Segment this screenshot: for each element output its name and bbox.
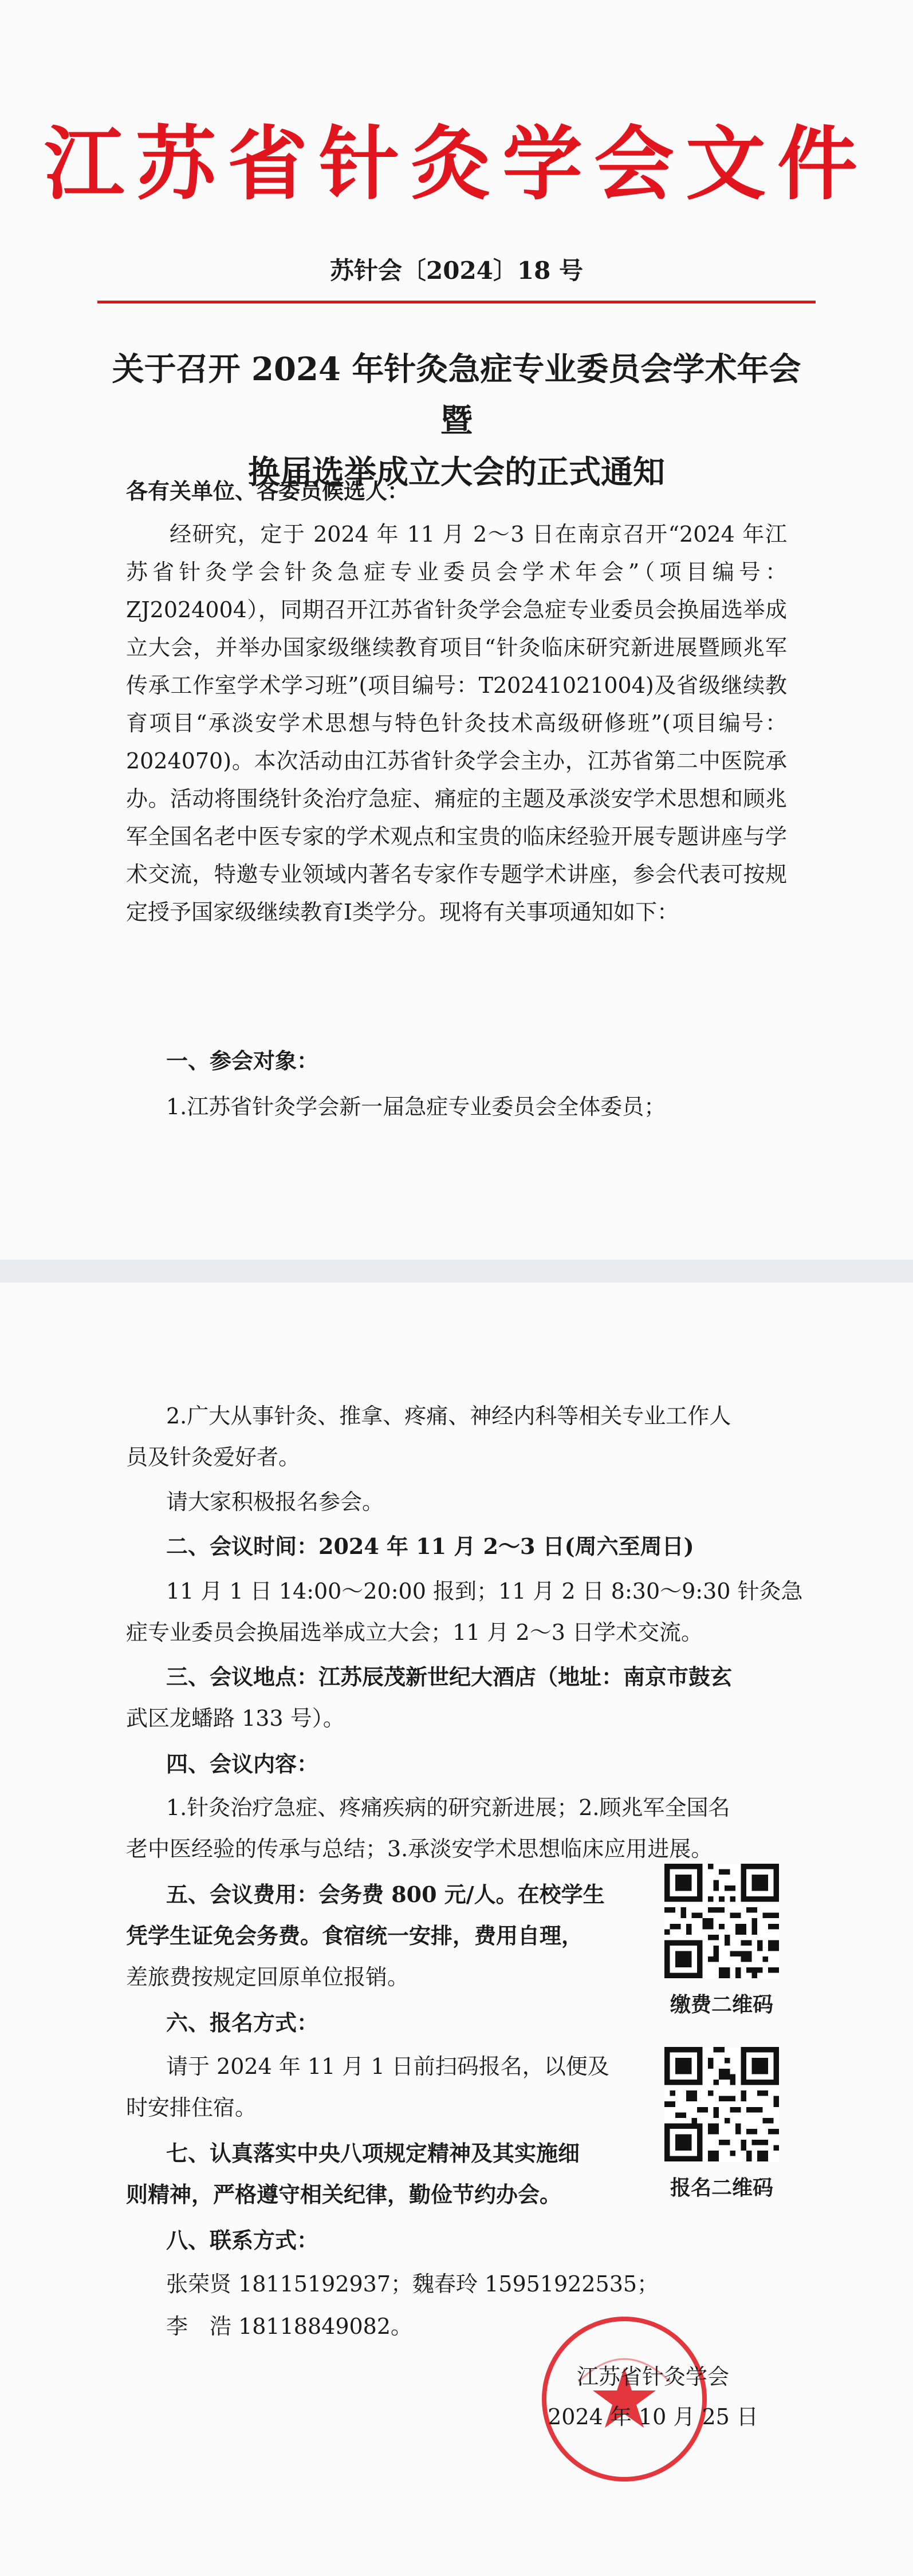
contact-line2: 李 浩 18118849082。 bbox=[166, 2314, 413, 2339]
section-4-title: 四、会议内容： bbox=[166, 1751, 319, 1777]
red-divider bbox=[97, 301, 816, 303]
section-7-line2: 则精神，严格遵守相关纪律，勤俭节约办会。 bbox=[126, 2181, 562, 2207]
signer-org: 江苏省针灸学会 bbox=[576, 2364, 729, 2389]
register-qr-label: 报名二维码 bbox=[670, 2176, 773, 2200]
contact-line1: 张荣贤 18115192937；魏春玲 15951922535； bbox=[166, 2271, 659, 2297]
document-page-1 bbox=[0, 0, 913, 1260]
section-5-line3: 差旅费按规定回原单位报销。 bbox=[126, 1964, 410, 1990]
section-8-title: 八、联系方式： bbox=[166, 2227, 319, 2253]
notice-title-line2: 换届选举成立大会的正式通知 bbox=[248, 453, 665, 491]
register-qr-block bbox=[659, 2047, 785, 2201]
register-qr-code[interactable] bbox=[664, 2047, 779, 2161]
section-1-item-1: 1.江苏省针灸学会新一届急症专业委员会全体委员； bbox=[166, 1094, 666, 1119]
section-2-line2: 症专业委员会换届选举成立大会；11 月 2～3 日学术交流。 bbox=[126, 1620, 703, 1645]
payment-qr-label: 缴费二维码 bbox=[670, 1993, 773, 2017]
section-7-line1: 七、认真落实中央八项规定精神及其实施细 bbox=[166, 2140, 580, 2166]
section-1-title: 一、参会对象： bbox=[166, 1048, 319, 1074]
section-2-line1: 11 月 1 日 14:00～20:00 报到；11 月 2 日 8:30～9:30 针灸急 bbox=[166, 1579, 803, 1604]
notice-title-line1: 关于召开 2024 年针灸急症专业委员会学术年会暨 bbox=[112, 350, 801, 440]
section-4-line1: 1.针灸治疗急症、疼痛疾病的研究新进展；2.顾兆军全国名 bbox=[166, 1795, 730, 1820]
intro-paragraph: 经研究，定于 2024 年 11 月 2～3 日在南京召开“2024 年江苏省针灸学会针灸急症专业委员会学术年会”（项目编号：ZJ2024004），同期召开江苏省针灸学会急症专业委员会换届选举成立大会，并举办国家级继续教育项目“针灸临床研究新进展暨顾兆军传承工作室学术学习班”(项目编号：T20241021004)及省级继续教育项目“承淡安学术思想与特色针灸技术高级研修班”(项目编号：2024070)。本次活动由江苏省针灸学会主办，江苏省第二中医院承办。活动将围绕针灸治疗急症、痛症的主题及承淡安学术思想和顾兆军全国名老中医专家的学术观点和宝贵的临床经验开展专题讲座与学术交流，特邀专业领域内著名专家作专题学术讲座，参会代表可按规定授予国家级继续教育Ⅰ类学分。现将有关事项通知如下： bbox=[126, 522, 787, 925]
org-title: 江苏省针灸学会文件 bbox=[44, 117, 869, 211]
salutation: 各有关单位、各委员候选人： bbox=[126, 478, 410, 504]
payment-qr-code[interactable] bbox=[664, 1864, 779, 1978]
section-3-line2: 武区龙蟠路 133 号）。 bbox=[126, 1706, 345, 1731]
section-1-item-2-line2: 员及针灸爱好者。 bbox=[126, 1445, 301, 1470]
doc-number: 苏针会〔2024〕18 号 bbox=[330, 257, 583, 285]
signing-date: 2024 年 10 月 25 日 bbox=[548, 2404, 758, 2429]
section-6-line1: 请于 2024 年 11 月 1 日前扫码报名，以便及 bbox=[166, 2054, 609, 2079]
section-1-item-2-line1: 2.广大从事针灸、推拿、疼痛、神经内科等相关专业工作人 bbox=[166, 1403, 731, 1429]
section-4-line2: 老中医经验的传承与总结；3.承淡安学术思想临床应用进展。 bbox=[126, 1836, 713, 1861]
payment-qr-block bbox=[659, 1864, 785, 2018]
section-5-line2: 凭学生证免会务费。食宿统一安排，费用自理， bbox=[126, 1923, 584, 1948]
section-1-call: 请大家积极报名参会。 bbox=[166, 1489, 384, 1514]
section-3-line1: 三、会议地点：江苏辰茂新世纪大酒店（地址：南京市鼓玄 bbox=[166, 1664, 733, 1690]
section-6-title: 六、报名方式： bbox=[166, 2010, 319, 2035]
section-6-line2: 时安排住宿。 bbox=[126, 2095, 257, 2120]
section-2-title: 二、会议时间：2024 年 11 月 2～3 日(周六至周日) bbox=[166, 1533, 694, 1559]
section-5-line1: 五、会议费用：会务费 800 元/人。在校学生 bbox=[166, 1881, 605, 1907]
